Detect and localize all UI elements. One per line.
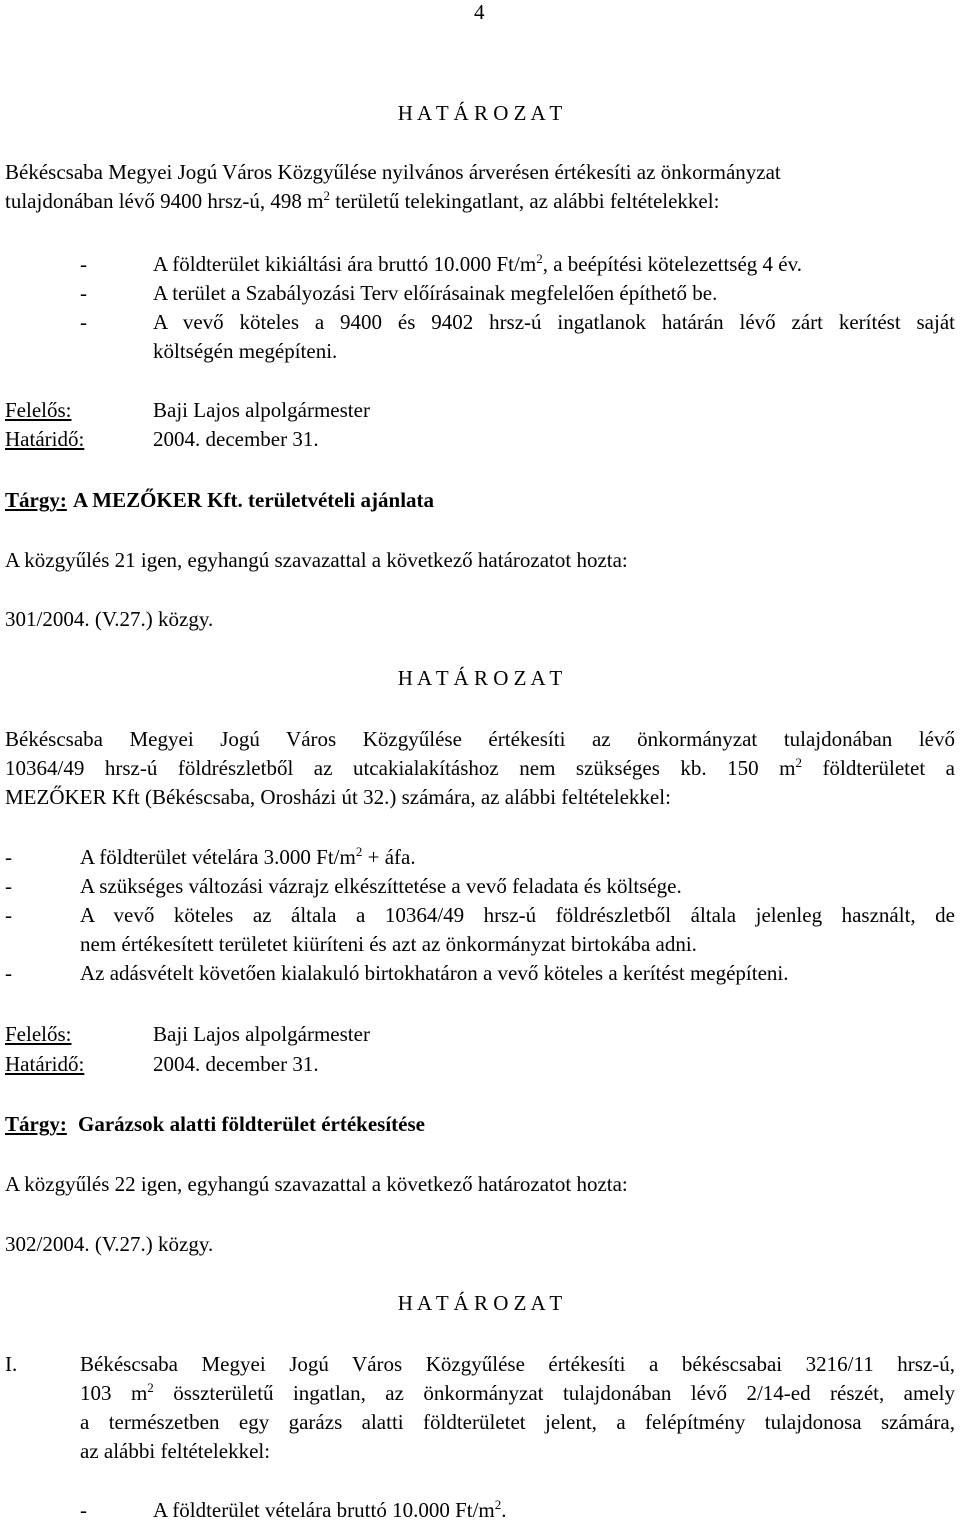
subject-title: A MEZŐKER Kft. területvételi ajánlata [73,488,435,512]
list-item: A vevő köteles a 9400 és 9402 hrsz-ú ingatlanok határán lévő zárt kerítést saját [153,310,955,334]
responsible-label: Felelős: [5,1022,72,1046]
list-item-dash: - [80,310,87,334]
list-item-dash: - [5,903,12,927]
body-line: MEZŐKER Kft (Békéscsaba, Orosházi út 32.) számára, az alábbi feltételekkel: [5,785,671,809]
deadline-value: 2004. december 31. [153,1052,319,1076]
list-item-dash: - [5,845,12,869]
deadline-label: Határidő: [5,1052,85,1076]
deadline-value: 2004. december 31. [153,427,319,451]
body-line: 10364/49 hrsz-ú földrészletből az utcakialakításhoz nem szükséges kb. 150 $m^2$ földterületet a [5,755,955,780]
body-line: 103 $m^2$ összterületű ingatlan, az önkormányzat tulajdonában lévő 2/14-ed részét, amely [80,1380,955,1405]
body-line: Békéscsaba Megyei Jogú Város Közgyűlése értékesíti az önkormányzat tulajdonában lévő [5,727,955,751]
vote-statement: A közgyűlés 21 igen, egyhangú szavazattal a következő határozatot hozta: [5,548,628,572]
vote-statement: A közgyűlés 22 igen, egyhangú szavazattal a következő határozatot hozta: [5,1172,628,1196]
list-item-dash: - [5,961,12,985]
list-item: A földterület kikiáltási ára bruttó 10.000 $Ft/m^2$, a beépítési kötelezettség 4 év. [153,251,802,276]
subject-title: Garázsok alatti földterület értékesítése [78,1112,425,1136]
list-item: A terület a Szabályozási Terv előírásainak megfelelően építhető be. [153,281,718,305]
list-item: Az adásvételt követően kialakuló birtokhatáron a vevő köteles a kerítést megépíteni. [80,961,789,985]
intro-line-1: Békéscsaba Megyei Jogú Város Közgyűlése nyilvános árverésen értékesíti az önkormányzat [5,160,781,184]
deadline-label: Határidő: [5,427,85,451]
resolution-number: 301/2004. (V.27.) közgy. [5,607,214,631]
list-item: A vevő köteles az általa a 10364/49 hrsz-ú földrészletből általa jelenleg használt, de [80,903,955,927]
list-item-dash: - [80,281,87,305]
resolution-number: 302/2004. (V.27.) közgy. [5,1232,214,1256]
page-number: 4 [474,0,485,24]
resolution-heading: H A T Á R O Z A T [397,1291,563,1315]
body-line: Békéscsaba Megyei Jogú Város Közgyűlése értékesíti a békéscsabai 3216/11 hrsz-ú, [80,1352,955,1376]
subject-label: Tárgy: [5,1112,67,1136]
list-item: A földterület vételára bruttó 10.000 $Ft/m^2$. [153,1497,507,1522]
responsible-label: Felelős: [5,398,72,422]
resolution-heading: H A T Á R O Z A T [397,101,563,125]
body-line: az alábbi feltételekkel: [80,1439,271,1463]
roman-numeral: I. [5,1352,18,1376]
body-line: a természetben egy garázs alatti földterületet jelent, a felépítmény tulajdonosa számára, [80,1410,955,1434]
resolution-heading: H A T Á R O Z A T [397,666,563,690]
intro-line-2: tulajdonában lévő 9400 hrsz-ú, 498 $m^2$ területű telekingatlant, az alábbi feltételekkel: [5,188,720,213]
list-item: A földterület vételára 3.000 $Ft/m^2$ + áfa. [80,844,416,869]
list-item: A szükséges változási vázrajz elkészíttetése a vevő feladata és költsége. [80,874,682,898]
subject-label: Tárgy: [5,488,67,512]
list-item-dash: - [80,1498,87,1522]
list-item-continuation: költségén megépíteni. [153,339,338,363]
responsible-value: Baji Lajos alpolgármester [153,398,370,422]
responsible-value: Baji Lajos alpolgármester [153,1022,370,1046]
list-item-dash: - [80,252,87,276]
list-item-dash: - [5,874,12,898]
list-item-continuation: nem értékesített területet kiüríteni és azt az önkormányzat birtokába adni. [80,932,697,956]
